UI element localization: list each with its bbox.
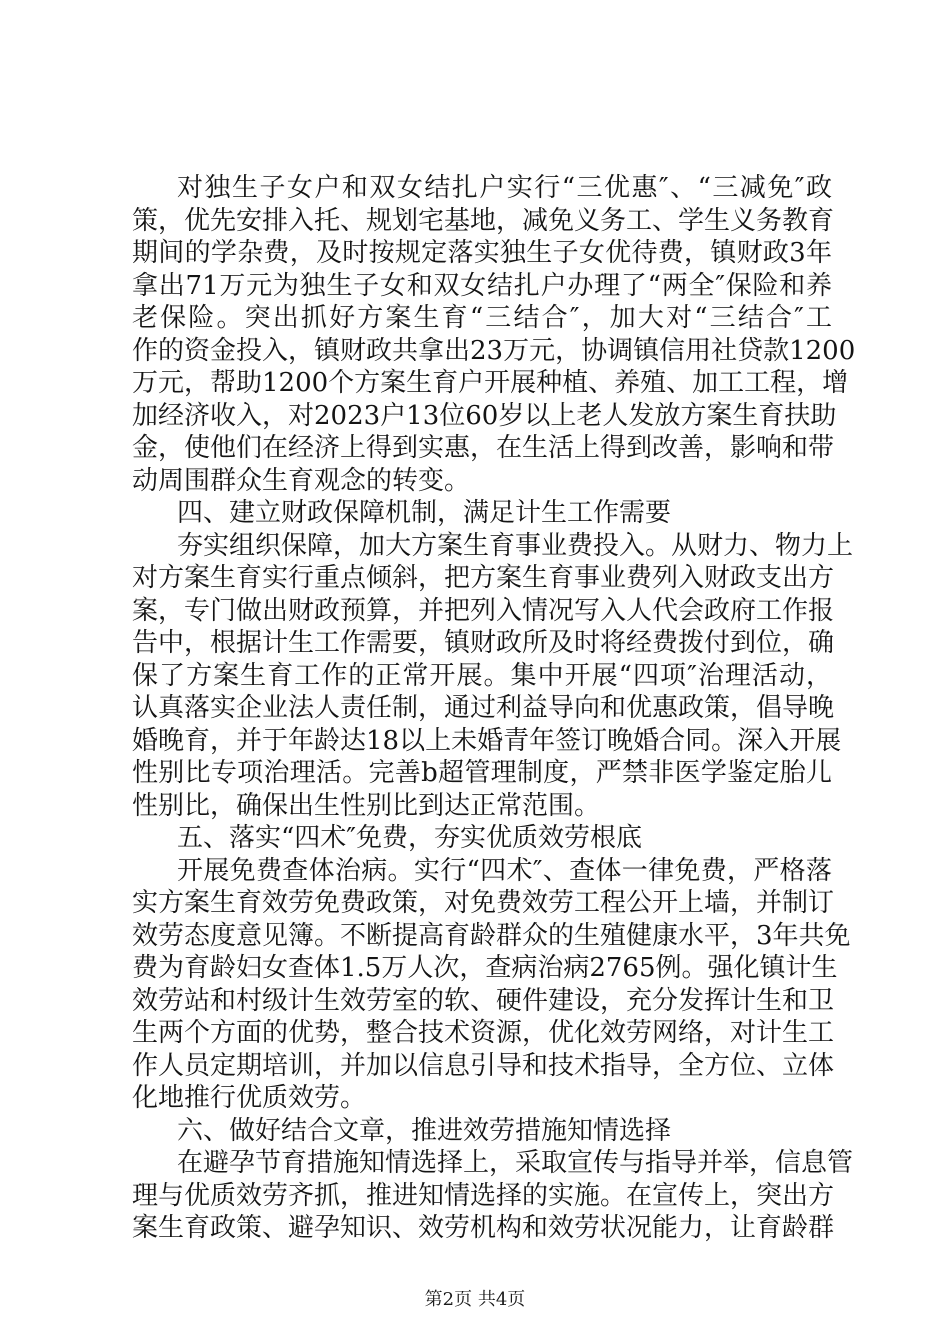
text-line: 告中，根据计生工作需要，镇财政所及时将经费拨付到位，确 <box>132 628 835 658</box>
text-line: 加经济收入，对2023户13位60岁以上老人发放方案生育扶助 <box>132 400 837 431</box>
text-line: 动周围群众生育观念的转变。 <box>132 465 471 496</box>
text-line: 期间的学杂费，及时按规定落实独生子女优待费，镇财政3年 <box>132 238 832 268</box>
text-line: 实方案生育效劳免费政策，对免费效劳工程公开上墙，并制订 <box>132 888 835 918</box>
text-line: 婚晚育，并于年龄达18以上未婚青年签订晚婚合同。深入开展 <box>132 725 842 756</box>
text-line: 案，专门做出财政预算，并把列入情况写入人代会政府工作报 <box>132 595 835 626</box>
text-line: 作的资金投入，镇财政共拿出23万元，协调镇信用社贷款1200 <box>132 335 856 366</box>
section-heading: 四、建立财政保障机制，满足计生工作需要 <box>177 498 672 528</box>
text-line: 开展免费查体治病。实行“四术″、查体一律免费，严格落 <box>177 855 832 886</box>
section-heading: 五、落实“四术″免费，夯实优质效劳根底 <box>177 823 643 853</box>
text-line: 保了方案生育工作的正常开展。集中开展“四项″治理活动， <box>132 660 832 691</box>
text-line: 策，优先安排入托、规划宅基地，减免义务工、学生义务教育 <box>132 205 835 236</box>
text-line: 效劳态度意见簿。不断提高育龄群众的生殖健康水平，3年共免 <box>132 920 851 951</box>
text-line: 对方案生育实行重点倾斜，把方案生育事业费列入财政支出方 <box>132 563 835 593</box>
text-line: 案生育政策、避孕知识、效劳机构和效劳状况能力，让育龄群 <box>132 1213 835 1243</box>
text-line: 拿出71万元为独生子女和双女结扎户办理了“两全″保险和养 <box>132 270 832 301</box>
text-line: 认真落实企业法人责任制，通过利益导向和优惠政策，倡导晚 <box>132 693 835 723</box>
text-line: 理与优质效劳齐抓，推进知情选择的实施。在宣传上，突出方 <box>132 1180 835 1211</box>
text-line: 效劳站和村级计生效劳室的软、硬件建设，充分发挥计生和卫 <box>132 985 835 1016</box>
text-line: 老保险。突出抓好方案生育“三结合″，加大对“三结合″工 <box>132 303 832 333</box>
text-line: 夯实组织保障，加大方案生育事业费投入。从财力、物力上 <box>177 530 854 561</box>
text-line: 作人员定期培训，并加以信息引导和技术指导，全方位、立体 <box>132 1050 835 1081</box>
text-line: 性别比，确保出生性别比到达正常范围。 <box>132 790 601 821</box>
page-number-footer: 第2页 共4页 <box>424 1289 526 1310</box>
text-line: 金，使他们在经济上得到实惠，在生活上得到改善，影响和带 <box>132 433 835 463</box>
text-line: 费为育龄妇女查体1.5万人次，查病治病2765例。强化镇计生 <box>132 953 838 983</box>
section-heading: 六、做好结合文章，推进效劳措施知情选择 <box>177 1115 672 1146</box>
text-line: 化地推行优质效劳。 <box>132 1083 367 1113</box>
text-line: 生两个方面的优势，整合技术资源，优化效劳网络，对计生工 <box>132 1018 835 1048</box>
text-line: 对独生子女户和双女结扎户实行“三优惠″、“三减免″政 <box>177 173 832 203</box>
text-line: 在避孕节育措施知情选择上，采取宣传与指导并举，信息管 <box>177 1148 854 1178</box>
text-line: 万元，帮助1200个方案生育户开展种植、养殖、加工工程，增 <box>132 368 849 398</box>
text-line: 性别比专项治理活。完善b超管理制度，严禁非医学鉴定胎儿 <box>132 758 832 788</box>
